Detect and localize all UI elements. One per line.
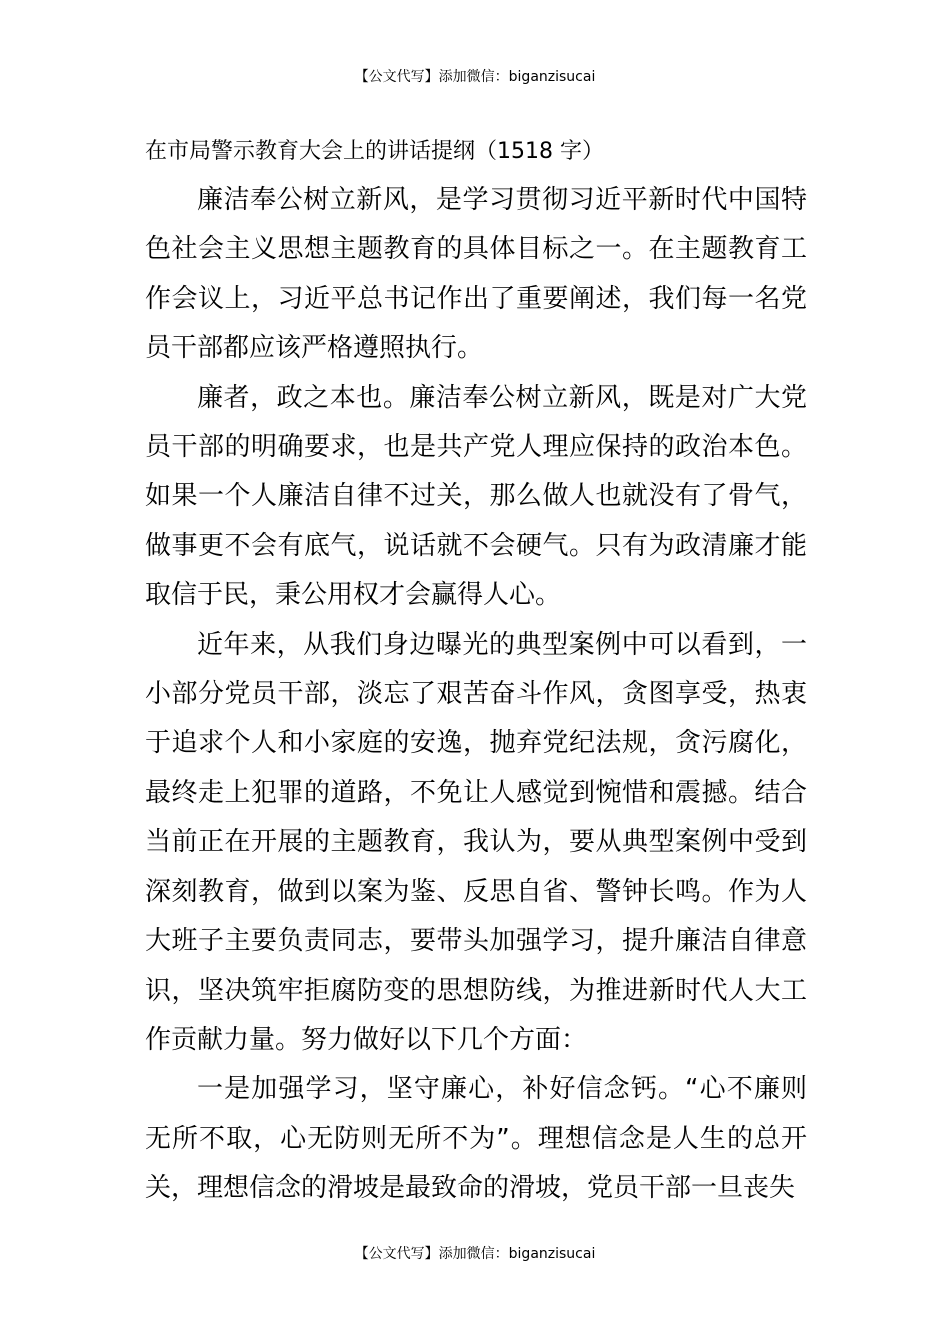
page-header: 【公文代写】添加微信：biganzisucai (354, 69, 596, 85)
paragraph: 廉者，政之本也。廉洁奉公树立新风，既是对广大党员干部的明确要求，也是共产党人理应保持的政治本色。如果一个人廉洁自律不过关，那么做人也就没有了骨气，做事更不会有底气，说话就不会硬气。只有为政清廉才能取信于民，秉公用权才会赢得人心。 (145, 382, 807, 611)
paragraph: 廉洁奉公树立新风，是学习贯彻习近平新时代中国特色社会主义思想主题教育的具体目标之一。在主题教育工作会议上，习近平总书记作出了重要阐述，我们每一名党员干部都应该严格遵照执行。 (145, 185, 807, 364)
document-body (145, 128, 807, 1214)
document-title: 在市局警示教育大会上的讲话提纲（1518 字） (145, 139, 604, 164)
page-footer: 【公文代写】添加微信：biganzisucai (354, 1246, 596, 1262)
paragraph: 一是加强学习，坚守廉心，补好信念钙。“心不廉则无所不取，心无防则无所不为”。理想信念是人生的总开关，理想信念的滑坡是最致命的滑坡，党员干部一旦丧失 (145, 1074, 807, 1204)
paragraph: 近年来，从我们身边曝光的典型案例中可以看到，一小部分党员干部，淡忘了艰苦奋斗作风，贪图享受，热衷于追求个人和小家庭的安逸，抛弃党纪法规，贪污腐化，最终走上犯罪的道路，不免让人感觉到惋惜和震撼。结合当前正在开展的主题教育，我认为，要从典型案例中受到深刻教育，做到以案为鉴、反思自省、警钟长鸣。作为人大班子主要负责同志，要带头加强学习，提升廉洁自律意识，坚决筑牢拒腐防变的思想防线，为推进新时代人大工作贡献力量。努力做好以下几个方面： (145, 629, 807, 1055)
